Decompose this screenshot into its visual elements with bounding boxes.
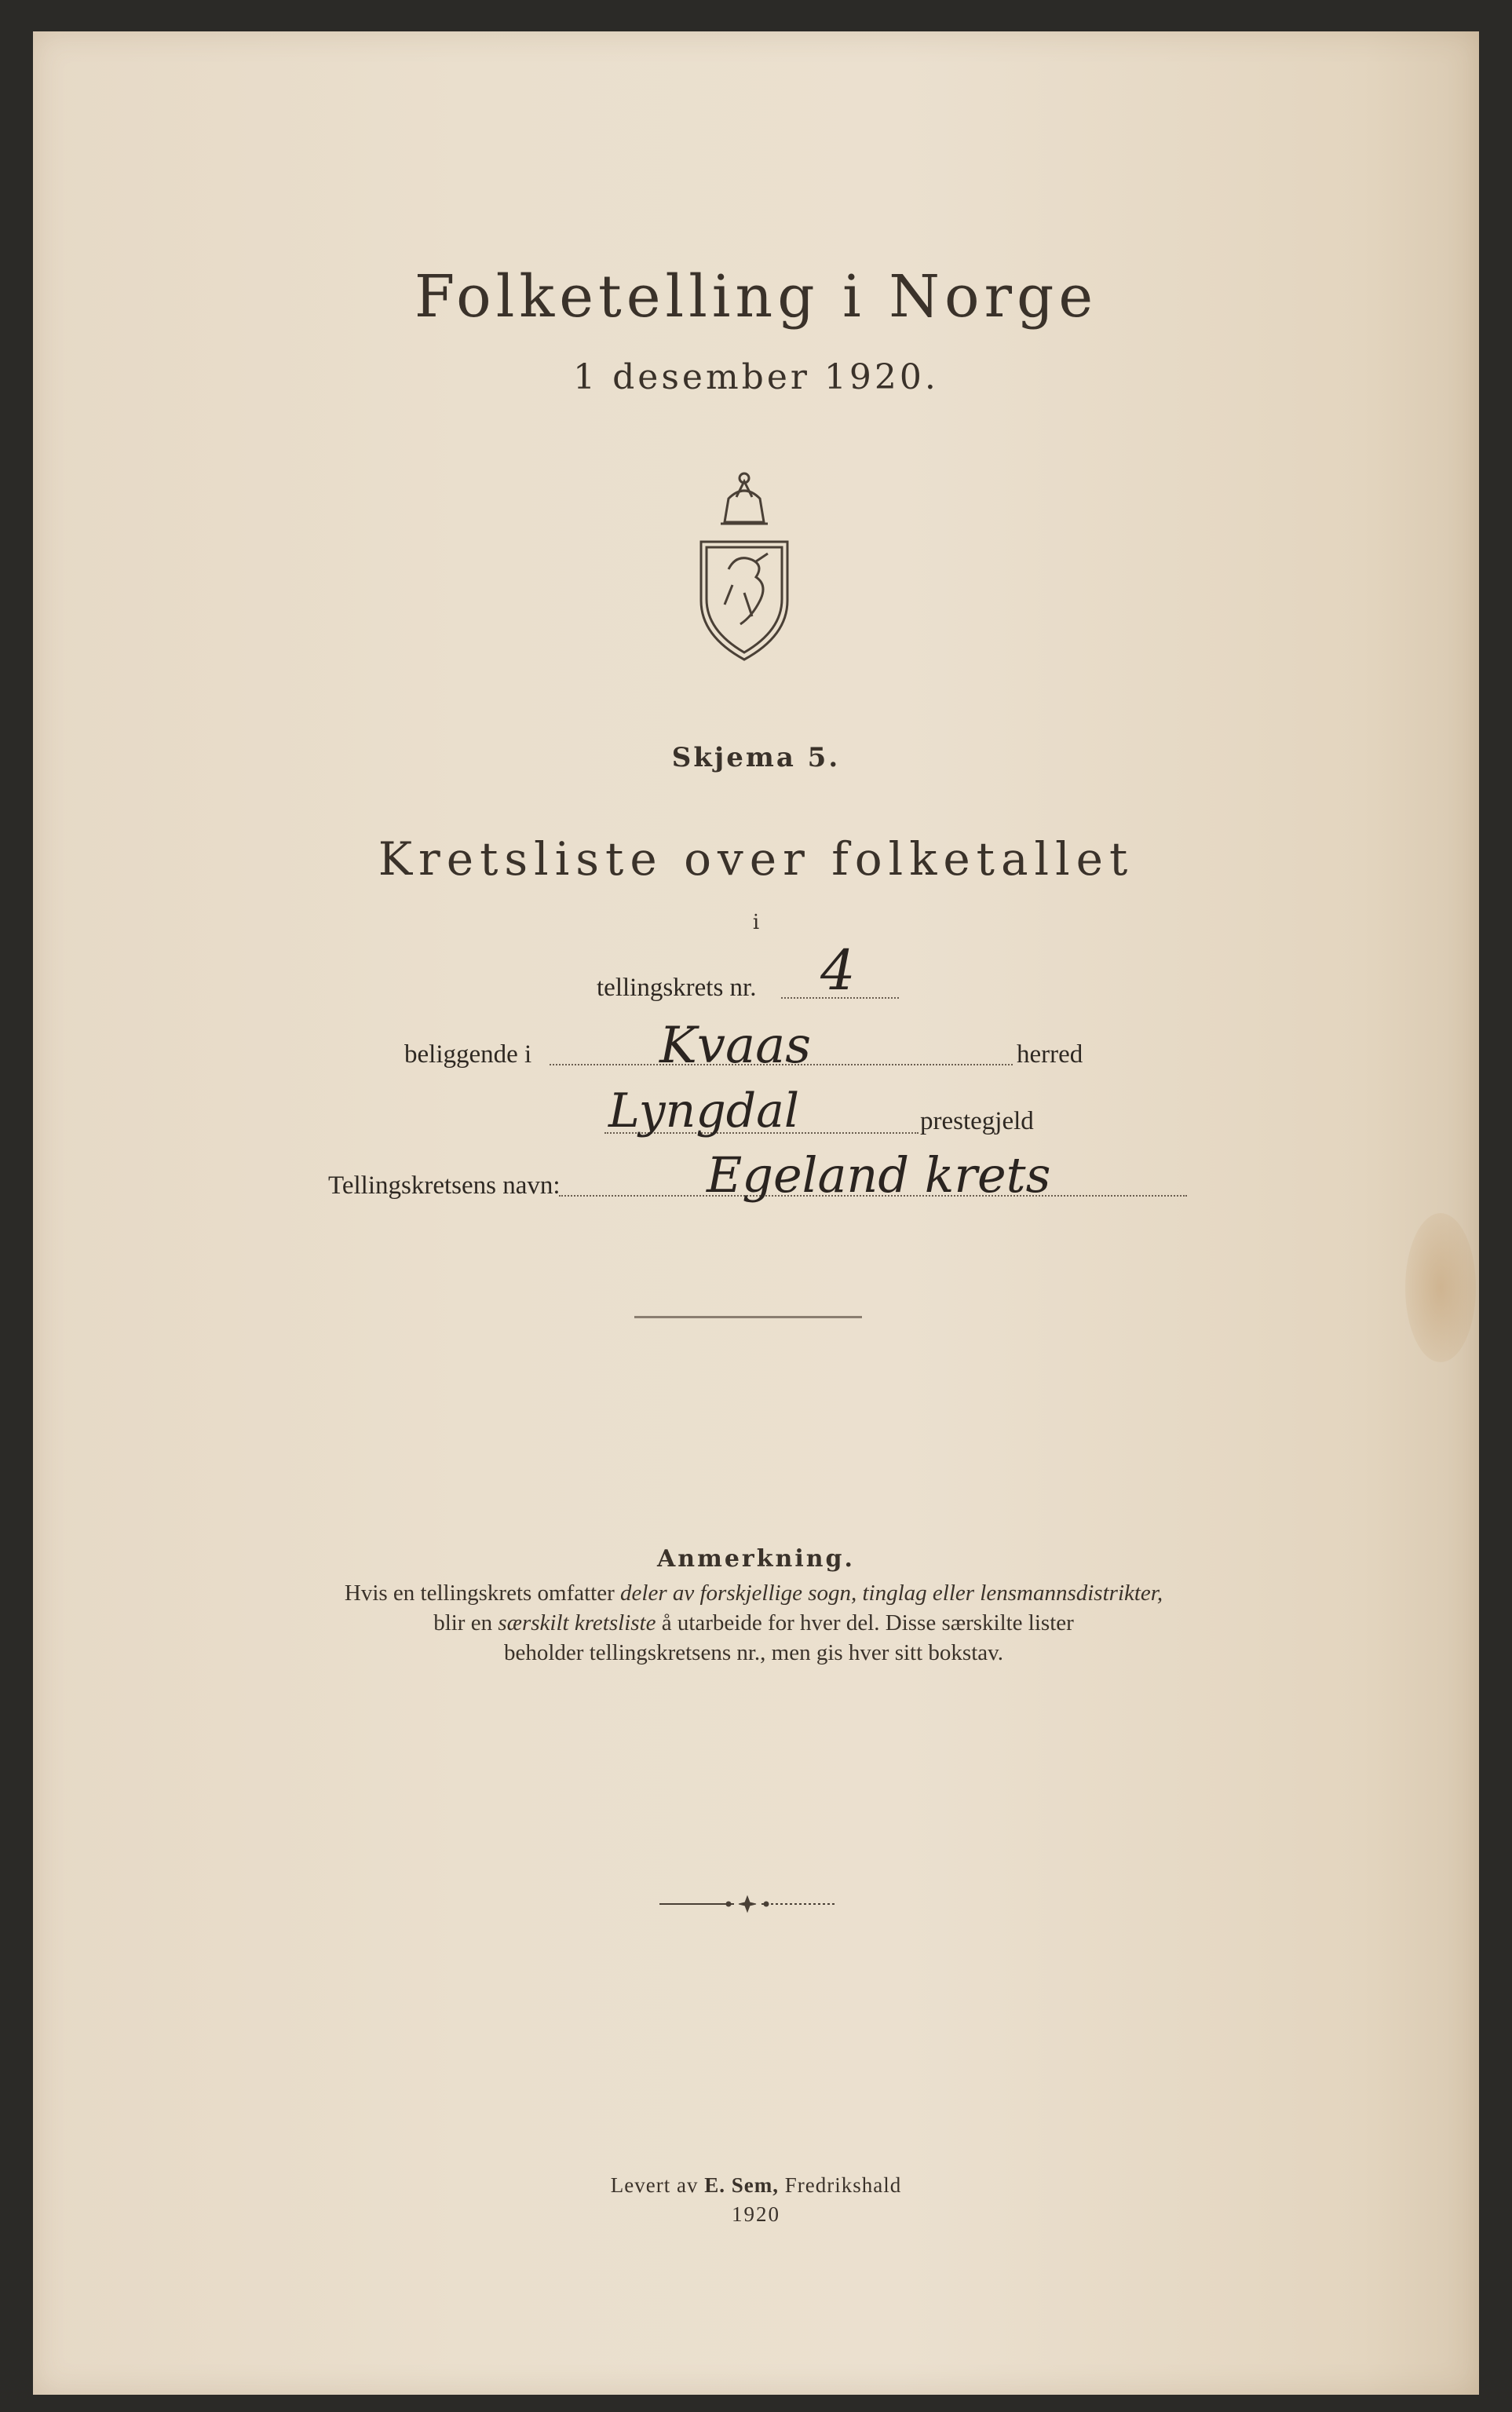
document-date: 1 desember 1920. [573,357,939,397]
note-line-2-b: særskilt kretsliste [498,1610,656,1635]
separator-rule [634,1316,862,1318]
note-line-2-a: blir en [433,1610,499,1635]
note-body [236,1578,1272,1668]
document-title: Folketelling i Norge [414,263,1098,331]
schema-label: Skjema 5. [671,742,841,773]
printer-credit [0,2173,1512,2198]
note-line-2-c: å utarbeide for hver del. Disse særskilte lister [656,1610,1074,1635]
coat-of-arms-icon [689,467,799,663]
note-line-3: beholder tellingskretsens nr., men gis hver sitt bokstav. [503,1640,1004,1665]
herred-label: herred [1017,1040,1083,1069]
form-heading: Kretsliste over folketallet [378,832,1134,886]
note-line-1 [236,1578,1272,1608]
beliggende-label: beliggende i [404,1040,532,1069]
tellingskrets-value: 4 [820,938,856,1003]
ornament-divider-icon [659,1892,836,1916]
note-title: Anmerkning. [657,1545,855,1573]
kretsnavn-value: Egeland krets [707,1146,1051,1204]
heading-preposition: i [752,911,760,934]
kretsnavn-label: Tellingskretsens navn: [328,1171,561,1200]
tellingskrets-label: tellingskrets nr. [597,974,757,1002]
note-line-1-a: Hvis en tellingskrets omfatter [344,1581,621,1606]
beliggende-value: Kvaas [659,1017,812,1075]
printer-name: E. Sem, [704,2173,779,2197]
paper-stain [1405,1213,1476,1362]
printer-year: 1920 [732,2202,780,2226]
note-line-2 [236,1608,1272,1638]
prestegjeld-value: Lyngdal [608,1084,800,1138]
note-line-1-b: deler av forskjellige sogn, tinglag eller lensmannsdistrikter, [620,1581,1163,1606]
printer-credit-a: Levert av [610,2173,705,2197]
prestegjeld-label: prestegjeld [920,1107,1034,1135]
printer-place: Fredrikshald [778,2173,902,2197]
